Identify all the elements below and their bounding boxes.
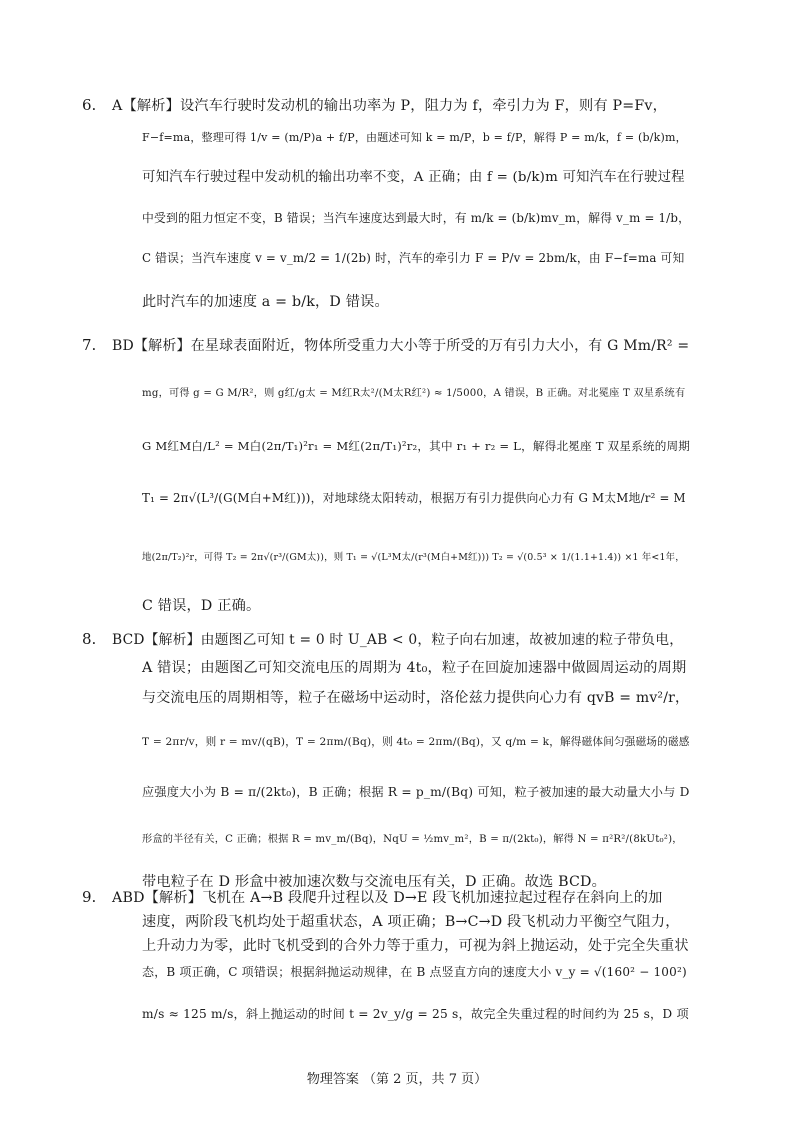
text-line: G M红M白/L² = M白(2π/T₁)²r₁ = M红(2π/T₁)²r₂，其中 r₁ + r₂ = L，解得北冕座 T 双星系统的周期	[142, 439, 691, 453]
text-line: 形盒的半径有关，C 正确；根据 R = mv_m/(Bq)，NqU = ½mv_m²，B = π/(2kt₀)，解得 N = π²R²/(8kUt₀²)，	[142, 834, 683, 845]
text-line: A 错误；由题图乙可知交流电压的周期为 4t₀，粒子在回旋加速器中做圆周运动的周期	[142, 660, 687, 676]
text-line: mg，可得 g = G M/R²，则 g红/g太 = M红R太²/(M太R红²) ≈ 1/5000，A 错误，B 正确。对北冕座 T 双星系统有	[142, 388, 686, 399]
text-line: C 错误，D 正确。	[142, 598, 261, 614]
text-line: F−f=ma，整理可得 1/v = (m/P)a + f/P，由题述可知 k = m/P，b = f/P，解得 P = m/k，f = (b/k)m，	[142, 131, 687, 144]
text-line: T = 2πr/v，则 r = mv/(qB)，T = 2πm/(Bq)，则 4t₀ = 2πm/(Bq)，又 q/m = k，解得磁体间匀强磁场的磁感	[142, 736, 690, 748]
text-line: T₁ = 2π√(L³/(G(M白+M红)))，对地球绕太阳转动，根据万有引力提供向心力有 G M太M地/r² = M	[142, 491, 686, 505]
text-line: 态，B 项正确，C 项错误；根据斜抛运动规律，在 B 点竖直方向的速度大小 v_y = √(160² − 100²)	[142, 965, 687, 979]
text-line: 速度，两阶段飞机均处于超重状态，A 项正确；B→C→D 段飞机动力平衡空气阻力，	[142, 914, 680, 930]
text-line: 中受到的阻力恒定不变，B 错误；当汽车速度达到最大时，有 m/k = (b/k)mv_m，解得 v_m = 1/b，	[142, 211, 691, 225]
question-number: 7.	[82, 336, 97, 354]
text-line: m/s ≈ 125 m/s，斜上抛运动的时间 t = 2v_y/g = 25 s，故完全失重过程的时间约为 25 s，D 项	[142, 1007, 689, 1021]
text-line: BD【解析】在星球表面附近，物体所受重力大小等于所受的万有引力大小，有 G Mm/R² =	[112, 338, 690, 354]
text-line: 应强度大小为 B = π/(2kt₀)，B 正确；根据 R = p_m/(Bq) 可知，粒子被加速的最大动量大小与 D	[142, 785, 690, 799]
text-line: 可知汽车行驶过程中发动机的输出功率不变，A 正确；由 f = (b/k)m 可知汽车在行驶过程	[142, 170, 685, 185]
text-line: ABD【解析】飞机在 A→B 段爬升过程以及 D→E 段飞机加速拉起过程存在斜向上的加	[112, 890, 663, 906]
question-number: 8.	[82, 630, 97, 648]
text-line: C 错误；当汽车速度 v = v_m/2 = 1/(2b) 时，汽车的牵引力 F = P/v = 2bm/k，由 F−f=ma 可知	[142, 251, 685, 265]
question-number: 9.	[82, 888, 97, 906]
text-line: 与交流电压的周期相等，粒子在磁场中运动时，洛伦兹力提供向心力有 qvB = mv²/r，	[142, 690, 690, 706]
text-line: A【解析】设汽车行驶时发动机的输出功率为 P，阻力为 f，牵引力为 F，则有 P=Fv，	[112, 98, 668, 114]
text-line: 此时汽车的加速度 a = b/k，D 错误。	[142, 294, 389, 310]
page-footer: 物理答案 （第 2 页，共 7 页）	[306, 1072, 488, 1087]
text-line: 地(2π/T₂)²r，可得 T₂ = 2π√(r³/(GM太))，则 T₁ = √(L³M太/(r³(M白+M红))) T₂ = √(0.5³ × 1/(1.1+1.4)) ×1 年<1年，	[142, 552, 685, 563]
text-line: BCD【解析】由题图乙可知 t = 0 时 U_AB < 0，粒子向右加速，故被加速的粒子带负电，	[112, 632, 684, 648]
text-line: 带电粒子在 D 形盒中被加速次数与交流电压有关，D 正确。故选 BCD。	[142, 874, 606, 890]
text-line: 上升动力为零，此时飞机受到的合外力等于重力，可视为斜上抛运动，处于完全失重状	[142, 938, 689, 954]
question-number: 6.	[82, 96, 97, 114]
